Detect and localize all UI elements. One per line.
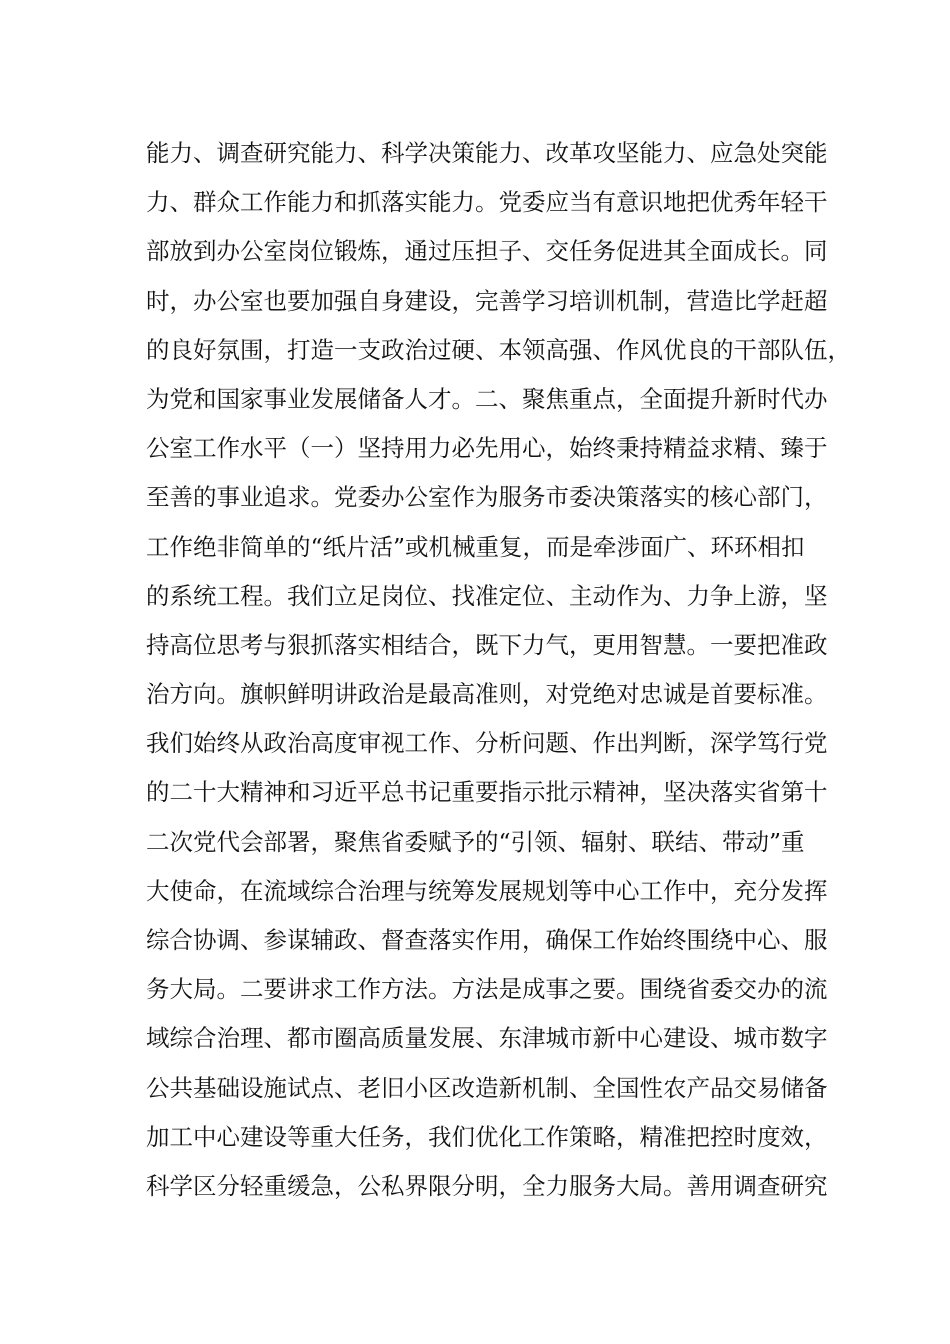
text-line: 的良好氛围，打造一支政治过硬、本领高强、作风优良的干部队伍， (146, 335, 851, 364)
text-line: 域综合治理、都市圈高质量发展、东津城市新中心建设、城市数字 (146, 1024, 828, 1053)
text-line: 务大局。二要讲求工作方法。方法是成事之要。围绕省委交办的流 (146, 975, 828, 1004)
text-line: 科学区分轻重缓急，公私界限分明，全力服务大局。善用调查研究 (146, 1171, 828, 1200)
text-line: 的二十大精神和习近平总书记重要指示批示精神，坚决落实省第十 (146, 778, 828, 807)
text-line: 公共基础设施试点、老旧小区改造新机制、全国性农产品交易储备 (146, 1073, 828, 1102)
text-line: 力、群众工作能力和抓落实能力。党委应当有意识地把优秀年轻干 (146, 188, 828, 217)
text-line: 为党和国家事业发展储备人才。二、聚焦重点，全面提升新时代办 (146, 384, 828, 413)
text-line: 工作绝非简单的“纸片活”或机械重复，而是牵涉面广、环环相扣 (146, 532, 805, 561)
text-line: 至善的事业追求。党委办公室作为服务市委决策落实的核心部门， (146, 483, 828, 512)
text-line: 治方向。旗帜鲜明讲政治是最高准则，对党绝对忠诚是首要标准。 (146, 680, 828, 709)
text-line: 时，办公室也要加强自身建设，完善学习培训机制，营造比学赶超 (146, 286, 828, 315)
text-line: 公室工作水平（一）坚持用力必先用心，始终秉持精益求精、臻于 (146, 434, 828, 463)
text-line: 综合协调、参谋辅政、督查落实作用，确保工作始终围绕中心、服 (146, 926, 828, 954)
text-line: 的系统工程。我们立足岗位、找准定位、主动作为、力争上游，坚 (146, 581, 828, 610)
body-text (146, 133, 851, 1215)
text-line: 持高位思考与狠抓落实相结合，既下力气，更用智慧。一要把准政 (146, 630, 828, 659)
text-line: 加工中心建设等重大任务，我们优化工作策略，精准把控时度效， (146, 1122, 828, 1151)
text-line: 部放到办公室岗位锻炼，通过压担子、交任务促进其全面成长。同 (146, 237, 828, 266)
text-line: 我们始终从政治高度审视工作、分析问题、作出判断，深学笃行党 (146, 729, 828, 758)
text-line: 二次党代会部署，聚焦省委赋予的“引领、辐射、联结、带动”重 (146, 827, 805, 856)
text-line: 大使命，在流域综合治理与统筹发展规划等中心工作中，充分发挥 (146, 876, 828, 905)
text-line: 能力、调查研究能力、科学决策能力、改革攻坚能力、应急处突能 (146, 139, 828, 167)
